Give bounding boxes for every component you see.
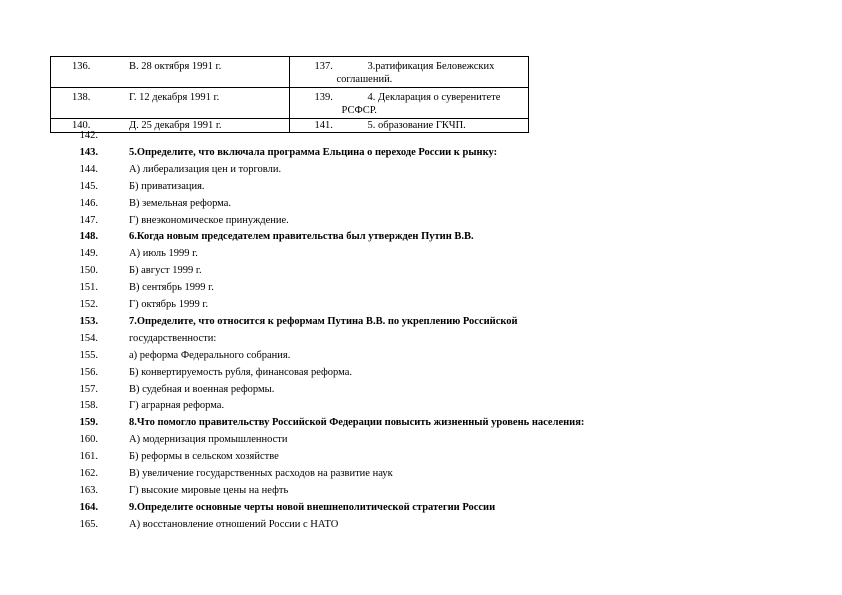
list-item: [0, 349, 842, 366]
answer-text: Б) август 1999 г.: [129, 265, 202, 277]
list-item: [0, 467, 842, 484]
answer-text: Б) реформы в сельском хозяйстве: [129, 451, 279, 463]
cell-text: 3.ратификация Беловежских: [367, 61, 495, 72]
answer-text: Г) внеэкономическое принуждение.: [129, 214, 289, 226]
list-item: [0, 281, 842, 298]
cell-text: 4. Декларация о суверенитете: [367, 92, 501, 103]
cell-text-block: [336, 60, 528, 86]
cell-text-continued: РСФСР.: [341, 105, 377, 116]
line-number: 158.: [79, 400, 98, 412]
answer-text: В) увеличение государственных расходов на развитие наук: [129, 468, 393, 479]
answer-text: В) судебная и военная реформы.: [129, 383, 275, 395]
list-item: [0, 230, 842, 247]
answer-text: Г) аграрная реформа.: [129, 400, 225, 412]
line-number: 145.: [79, 180, 98, 192]
list-item: [0, 366, 842, 383]
cell-text: В. 28 октября 1991 г.: [129, 61, 222, 72]
line-number: 160.: [79, 434, 98, 446]
answer-text: В) сентябрь 1999 г.: [129, 282, 214, 294]
cell-text: Г. 12 декабря 1991 г.: [129, 92, 220, 103]
line-number: 142.: [79, 130, 98, 141]
answer-text: А) восстановление отношений России с НАТО: [129, 518, 339, 530]
table-cell: [51, 88, 290, 119]
cell-text-continued: соглашений.: [336, 74, 393, 85]
list-item: [0, 163, 842, 180]
answer-text: В) земельная реформа.: [129, 197, 232, 209]
line-number: 153.: [79, 315, 98, 327]
list-item: [0, 416, 842, 433]
line-number: 143.: [79, 146, 98, 158]
list-item: [0, 332, 842, 349]
cell-text: Д. 25 декабря 1991 г.: [129, 120, 222, 131]
table-cell: [289, 88, 529, 119]
table-cell: [51, 57, 290, 88]
row-number: 138.: [72, 92, 91, 103]
answer-text: Б) конвертируемость рубля, финансовая реформа.: [129, 366, 352, 378]
line-number: 148.: [79, 231, 98, 243]
cell-text-block: [341, 91, 528, 117]
answer-text: А) июль 1999 г.: [129, 248, 198, 260]
line-number: 159.: [79, 417, 98, 429]
line-number: 149.: [79, 248, 98, 260]
list-item: [0, 501, 842, 518]
table-row: [51, 88, 529, 119]
line-number: 156.: [79, 366, 98, 378]
table-cell: [289, 57, 529, 88]
line-number: 154.: [79, 332, 98, 344]
question-text: 6.Когда новым председателем правительства был утвержден Путин В.В.: [129, 231, 474, 243]
list-item: [0, 298, 842, 315]
answer-text: А) либерализация цен и торговли.: [129, 163, 282, 175]
cell-text: 5. образование ГКЧП.: [367, 120, 466, 131]
answer-text: А) модернизация промышленности: [129, 434, 288, 446]
list-item: [0, 484, 842, 501]
row-number: 136.: [72, 61, 91, 72]
line-number: 157.: [79, 383, 98, 395]
row-number: 139.: [314, 92, 333, 103]
line-number: 146.: [79, 197, 98, 209]
list-item: [0, 247, 842, 264]
line-number: 147.: [79, 214, 98, 226]
list-item: [0, 433, 842, 450]
line-number: 152.: [79, 299, 98, 310]
answer-text: Б) приватизация.: [129, 180, 205, 192]
list-item: [0, 518, 842, 535]
line-number: 151.: [79, 282, 98, 294]
table-row: [51, 57, 529, 88]
answer-text: а) реформа Федерального собрания.: [129, 349, 291, 361]
line-number: 162.: [79, 468, 98, 479]
question-text: 7.Определите, что относится к реформам Путина В.В. по укреплению Российской: [129, 315, 518, 327]
list-item: [0, 450, 842, 467]
list-item: [0, 383, 842, 400]
list-item: [0, 264, 842, 281]
line-number: 165.: [79, 518, 98, 530]
question-text: 5.Определите, что включала программа Ельцина о переходе России к рынку:: [129, 146, 498, 158]
question-text: 8.Что помогло правительству Российской Федерации повысить жизненный уровень населения:: [129, 417, 585, 429]
question-text: 9.Определите основные черты новой внешнеполитической стратегии России: [129, 501, 496, 513]
row-number: 141.: [314, 120, 333, 131]
row-number: 137.: [314, 61, 333, 72]
row-number: 140.: [72, 120, 91, 131]
list-item: [0, 180, 842, 197]
list-item: [0, 315, 842, 332]
list-item: [0, 129, 842, 146]
list-item: [0, 214, 842, 231]
line-number: 164.: [79, 501, 98, 513]
list-item: [0, 146, 842, 163]
line-number: 163.: [79, 484, 98, 496]
list-item: [0, 197, 842, 214]
answer-text: государственности:: [129, 332, 217, 344]
answer-text: Г) высокие мировые цены на нефть: [129, 484, 289, 496]
line-number: 155.: [79, 349, 98, 361]
answer-table: [50, 56, 529, 133]
list-item: [0, 399, 842, 416]
line-number: 144.: [79, 163, 98, 175]
line-number: 150.: [79, 265, 98, 277]
line-number: 161.: [79, 451, 98, 463]
answer-text: Г) октябрь 1999 г.: [129, 299, 209, 310]
